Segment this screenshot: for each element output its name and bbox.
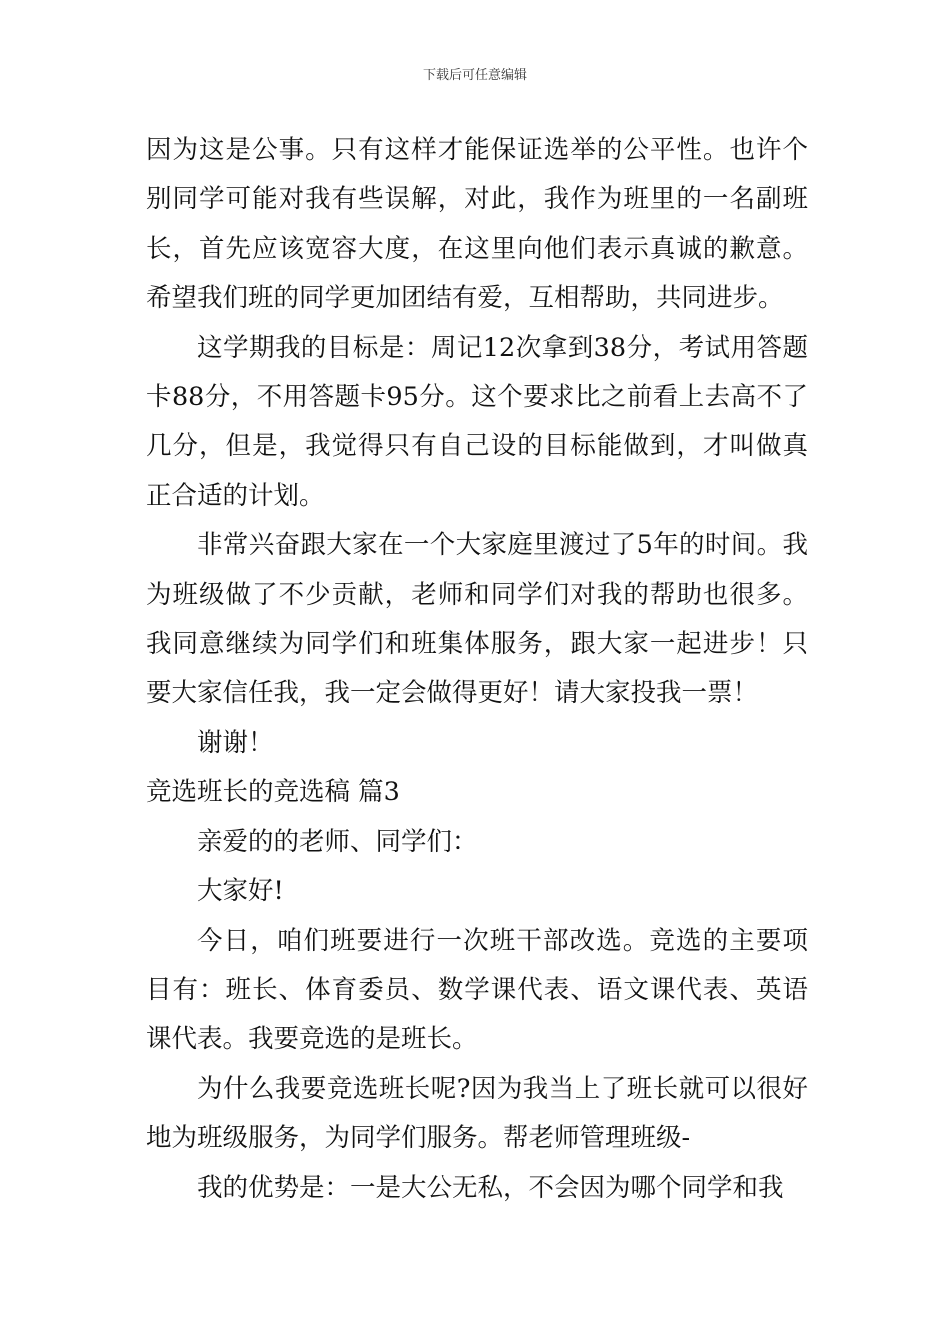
paragraph-goals: 这学期我的目标是：周记12次拿到38分，考试用答题卡88分，不用答题卡95分。这个要求比之前看上去高不了几分，但是，我觉得只有自己设的目标能做到，才叫做真正合适的计划。: [146, 332, 808, 511]
salutation: 亲爱的的老师、同学们：: [197, 826, 478, 857]
paragraph-reason: 为什么我要竞选班长呢?因为我当上了班长就可以很好地为班级服务，为同学们服务。帮老师管理班级-: [146, 1073, 808, 1154]
section-heading: 竞选班长的竞选稿 篇3: [146, 777, 400, 808]
paragraph-advantage: 我的优势是：一是大公无私，不会因为哪个同学和我: [197, 1172, 784, 1203]
document-body: [146, 126, 808, 1213]
page-header-note: 下载后可任意编辑: [422, 68, 527, 83]
paragraph-service: 非常兴奋跟大家在一个大家庭里渡过了5年的时间。我为班级做了不少贡献，老师和同学们对我的帮助也很多。我同意继续为同学们和班集体服务，跟大家一起进步！只要大家信任我，我一定会做得更好！请大家投我一票！: [146, 530, 808, 709]
paragraph-continuation: 因为这是公事。只有这样才能保证选举的公平性。也许个别同学可能对我有些误解，对此，我作为班里的一名副班长，首先应该宽容大度，在这里向他们表示真诚的歉意。希望我们班的同学更加团结有爱，互相帮助，共同进步。: [146, 135, 808, 314]
paragraph-thanks: 谢谢！: [197, 727, 274, 758]
paragraph-election: 今日，咱们班要进行一次班干部改选。竞选的主要项目有：班长、体育委员、数学课代表、语文课代表、英语课代表。我要竞选的是班长。: [146, 925, 808, 1055]
greeting: 大家好!: [197, 876, 284, 907]
